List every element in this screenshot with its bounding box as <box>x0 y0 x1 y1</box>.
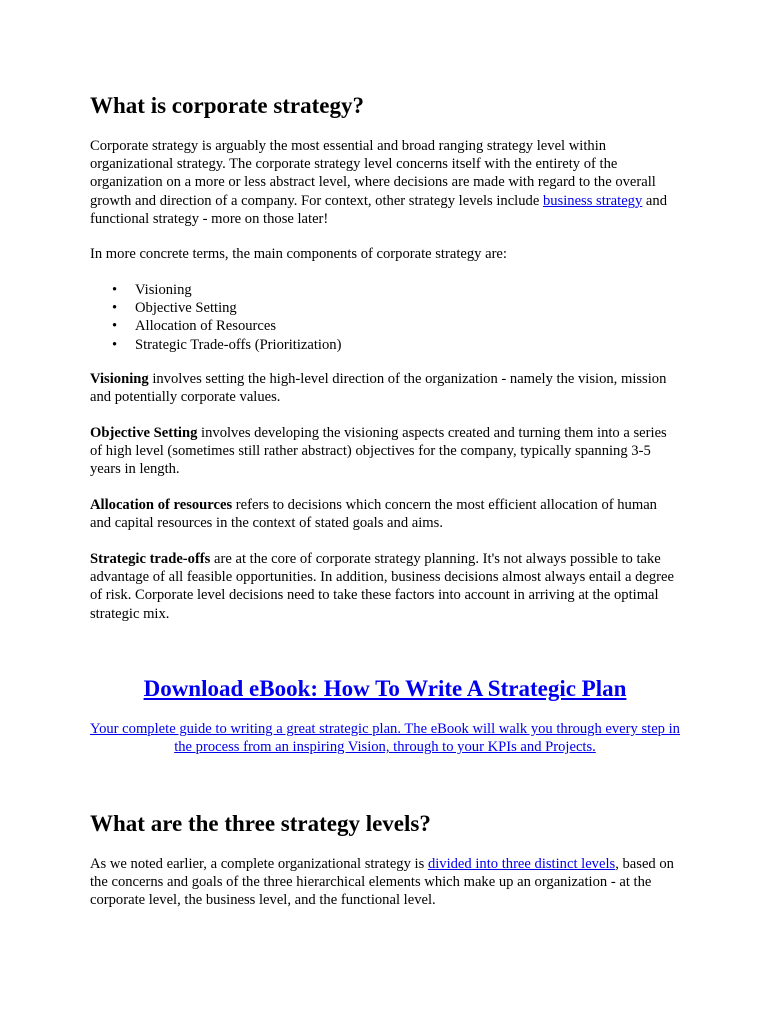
definition-term: Objective Setting <box>90 425 198 441</box>
intro-paragraph <box>90 137 680 228</box>
list-item: • Visioning <box>90 281 680 299</box>
strategy-levels-paragraph <box>90 855 680 910</box>
definition-term: Visioning <box>90 371 149 387</box>
download-ebook-link[interactable]: Download eBook: How To Write A Strategic Plan <box>143 676 627 701</box>
strategy-levels-text: As we noted earlier, a complete organizational strategy is <box>90 856 428 872</box>
definition-objective-setting <box>90 424 680 479</box>
list-item: • Strategic Trade-offs (Prioritization) <box>90 336 680 354</box>
definition-allocation-of-resources <box>90 496 680 532</box>
list-item: • Allocation of Resources <box>90 317 680 335</box>
strategy-levels-text-end: , based on the concerns and goals of the three hierarchical elements which make up an organization - at the corporate level, the business level, and the functional level. <box>90 856 674 909</box>
components-list <box>90 281 680 354</box>
list-item: • Objective Setting <box>90 299 680 317</box>
three-levels-link[interactable]: divided into three distinct levels <box>427 856 616 872</box>
ebook-description-link[interactable]: Your complete guide to writing a great strategic plan. The eBook will walk you through every step in the process from an inspiring Vision, through to your KPIs and Projects. <box>90 721 680 756</box>
definition-text: refers to decisions which concern the most efficient allocation of human and capital resources in the context of stated goals and aims. <box>90 497 657 532</box>
definition-strategic-trade-offs <box>90 550 680 623</box>
definition-text: involves developing the visioning aspects created and turning them into a series of high level (sometimes still rather abstract) objectives for the company, typically spanning 3-5 years in length. <box>90 425 667 478</box>
definition-term: Allocation of resources <box>90 497 233 513</box>
definition-text: are at the core of corporate strategy planning. It's not always possible to take advantage of all feasible opportunities. In addition, business decisions almost always entail a degree of risk. Corporate level decisions need to take these factors into account in arriving at the optimal strategic mix. <box>90 551 674 622</box>
components-intro: In more concrete terms, the main components of corporate strategy are: <box>90 246 507 262</box>
intro-text: Corporate strategy is arguably the most essential and broad ranging strategy level within organizational strategy. The corporate strategy level concerns itself with the entirety of the organization on a more or less abstract level, where decisions are made with regard to the overall growth and direction of a company. For context, other strategy levels include <box>90 138 656 209</box>
definition-text: involves setting the high-level direction of the organization - namely the vision, mission and potentially corporate values. <box>90 371 667 406</box>
definition-visioning <box>90 370 680 406</box>
section-heading-corporate-strategy: What is corporate strategy? <box>90 93 365 118</box>
business-strategy-link[interactable]: business strategy <box>542 192 643 209</box>
section-heading-strategy-levels: What are the three strategy levels? <box>90 811 431 836</box>
definition-term: Strategic trade-offs <box>90 551 211 567</box>
intro-text-end: and functional strategy - more on those later! <box>90 192 667 227</box>
